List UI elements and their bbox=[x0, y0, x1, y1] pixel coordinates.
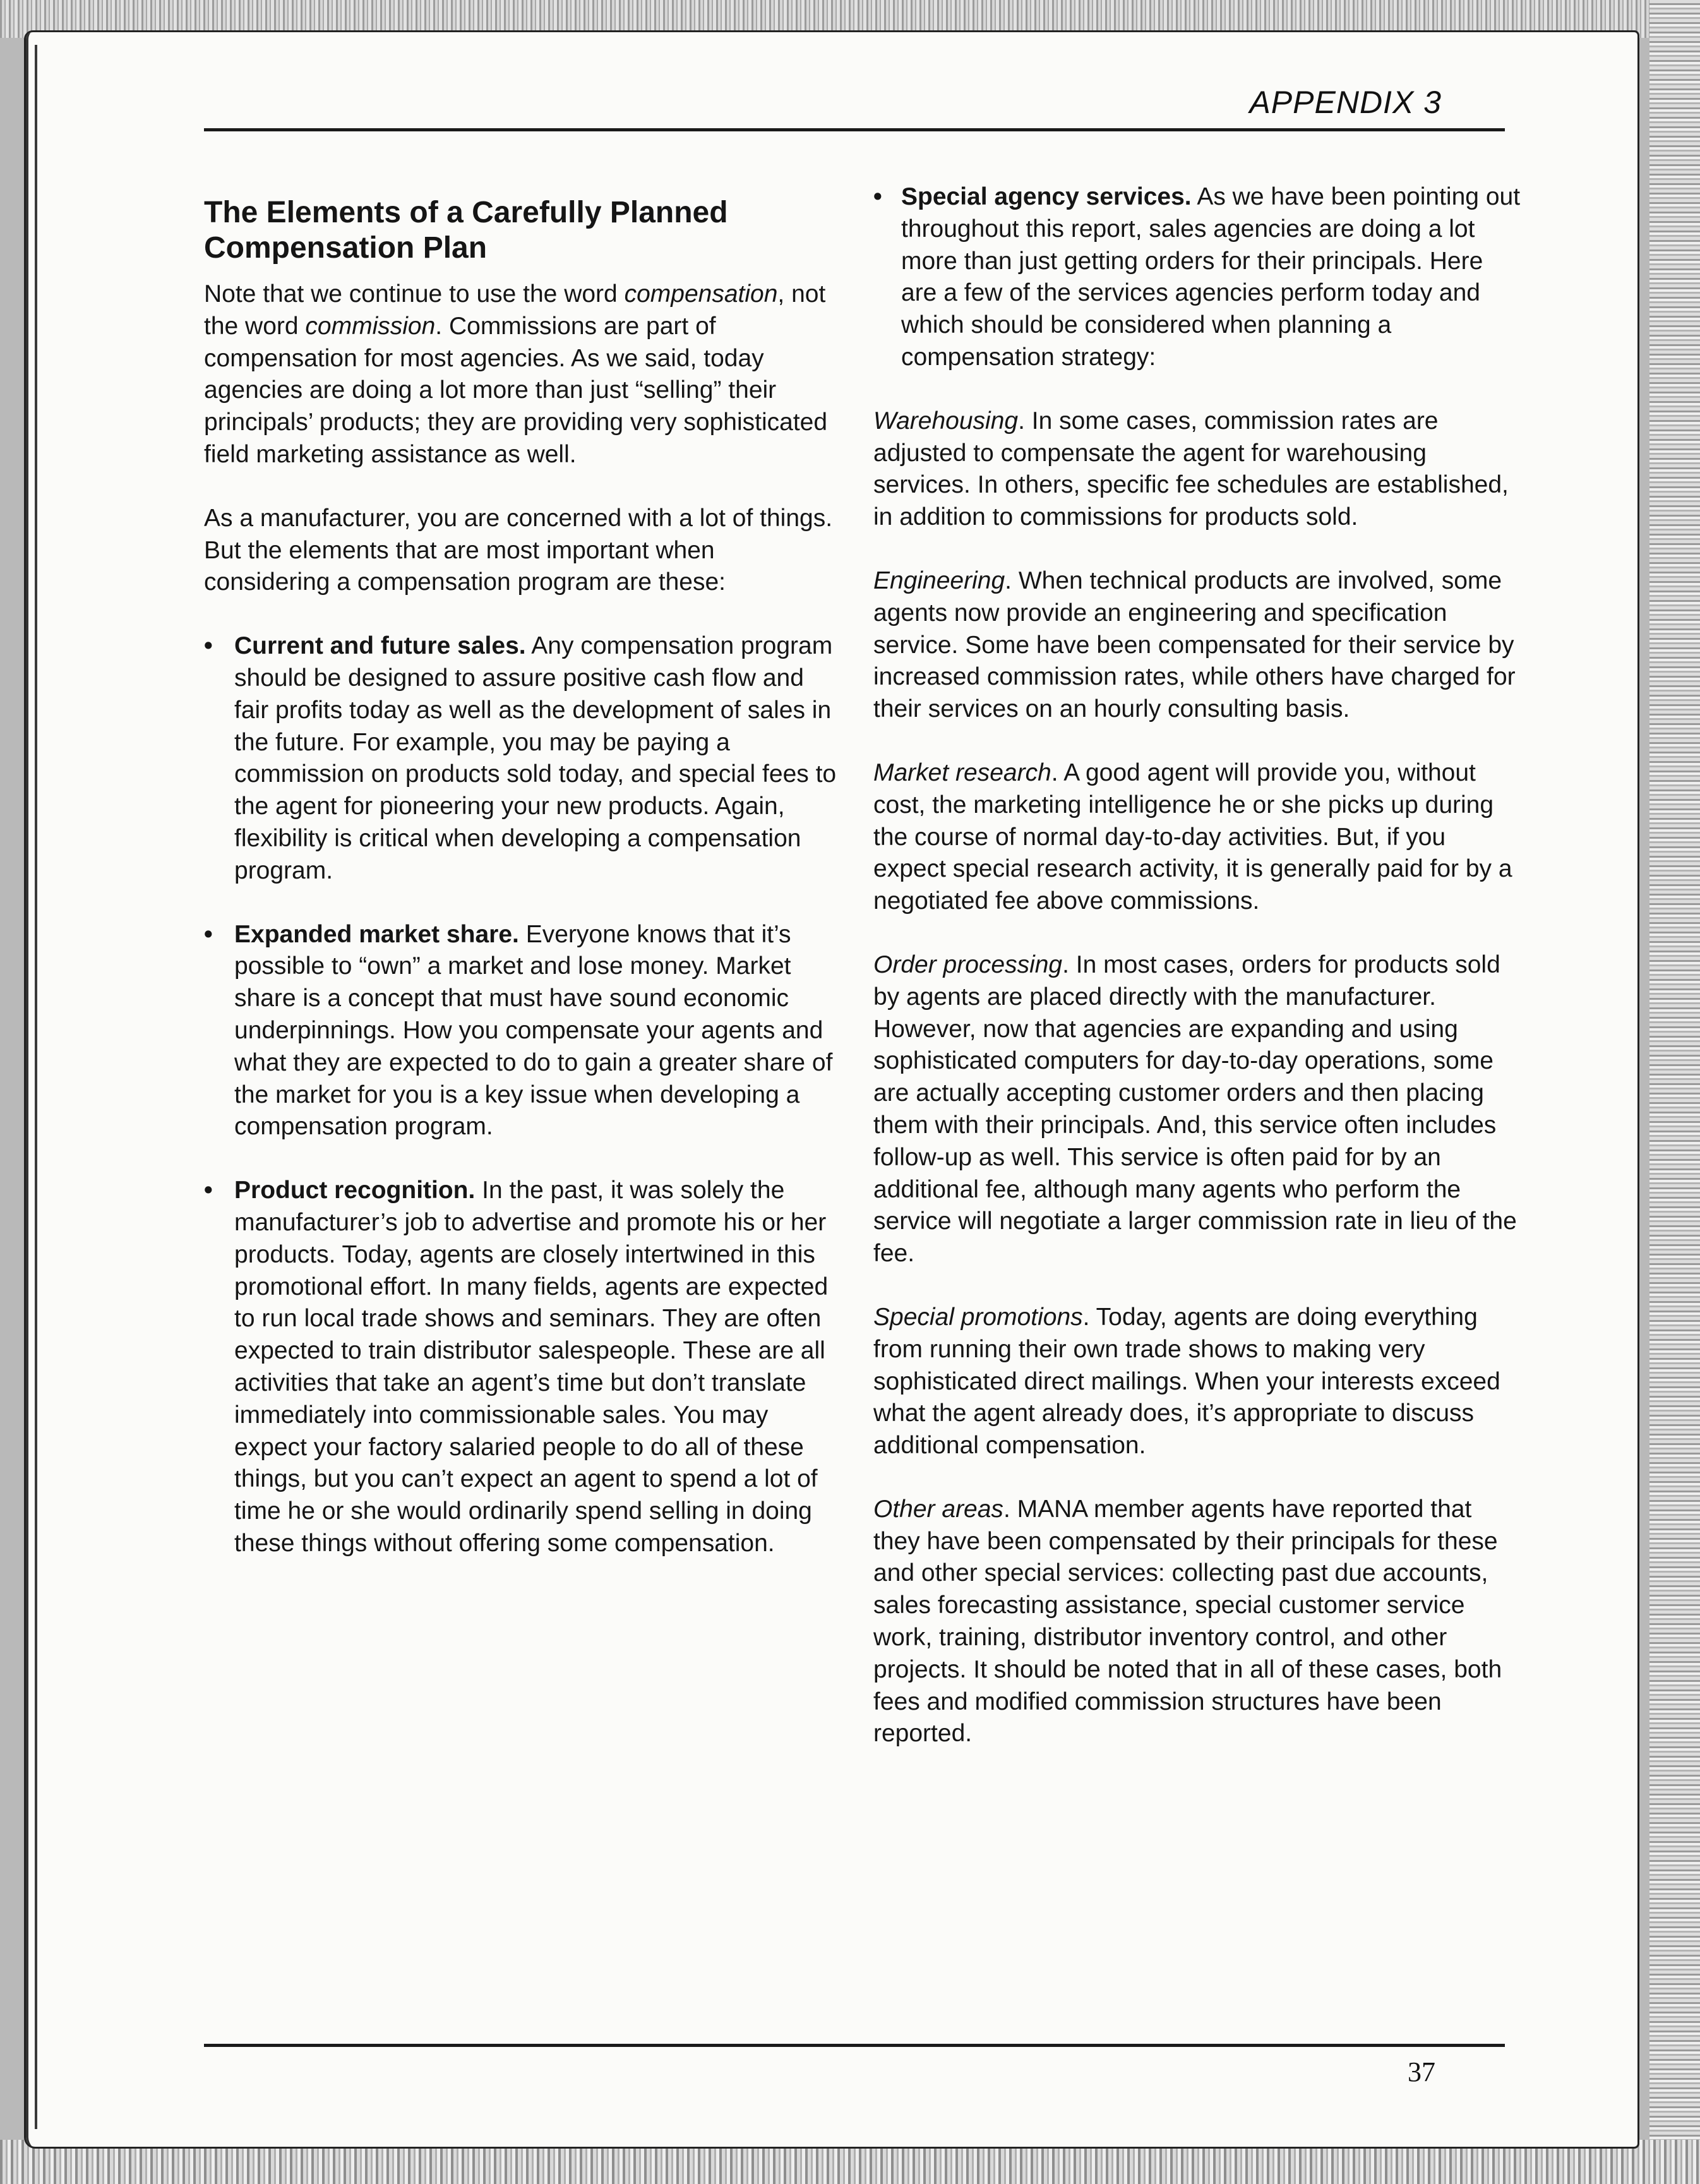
bullet-current-future-sales bbox=[204, 630, 842, 887]
bullet-lead: Current and future sales. bbox=[234, 632, 526, 660]
header-rule bbox=[204, 128, 1505, 131]
intro-paragraph-1: Note that we continue to use the word compensation, not the word commission. Commissions are part of compensation for most agencies. As we said, today agencies are doing a lot more than just “selling” their principals’ products; they are providing very sophisticated field marketing assistance as well. bbox=[204, 280, 828, 468]
service-special-promotions: Special promotions. Today, agents are doing everything from running their own trade shows to making very sophisticated direct mailings. When your interests exceed what the agent already does, it’s appropriate to discuss additional compensation. bbox=[873, 1303, 1500, 1460]
service-term: Special promotions bbox=[873, 1303, 1083, 1331]
intro-paragraph-2: As a manufacturer, you are concerned with a lot of things. But the elements that are most important when considering a compensation program are these: bbox=[204, 504, 833, 596]
bullet-dot: • bbox=[873, 183, 882, 210]
bullet-lead: Special agency services. bbox=[901, 183, 1192, 210]
bullet-expanded-market-share bbox=[204, 919, 842, 1144]
bullet-dot: • bbox=[204, 1177, 213, 1204]
service-term: Order processing bbox=[873, 951, 1063, 978]
service-term: Engineering bbox=[873, 567, 1005, 594]
service-order-processing: Order processing. In most cases, orders for products sold by agents are placed directly with the manufacturer. However, now that agencies are expanding and using sophisticated computers for day-to-day operations, some are actually accepting customer orders and then placing them with their principals. And, this service often includes follow-up as well. This service is often paid for by an additional fee, although many agents who perform the service will negotiate a larger commission rate in lieu of the fee. bbox=[873, 951, 1517, 1268]
bullet-lead: Product recognition. bbox=[234, 1177, 476, 1204]
footer-rule bbox=[204, 2044, 1505, 2047]
bullet-product-recognition bbox=[204, 1175, 842, 1560]
page-number: 37 bbox=[1408, 2056, 1435, 2087]
bullet-dot: • bbox=[204, 632, 213, 660]
bullet-special-agency-services bbox=[873, 181, 1524, 374]
service-term: Other areas bbox=[873, 1495, 1003, 1523]
bullet-dot: • bbox=[204, 920, 213, 948]
service-term: Warehousing bbox=[873, 407, 1019, 435]
binding-edge bbox=[35, 45, 37, 2129]
service-term: Market research bbox=[873, 759, 1051, 786]
bullet-lead: Expanded market share. bbox=[234, 920, 519, 948]
bullet-text: Any compensation program should be designed to assure positive cash flow and fair profits today as well as the development of sales in the future. For example, you may be paying a commission on products sold today, and special fees to the agent for pioneering your new products. Again, flexibility is critical when developing a compensation program. bbox=[234, 632, 837, 884]
right-column bbox=[873, 181, 1524, 1782]
bullet-text: In the past, it was solely the manufacturer’s job to advertise and promote his or her products. Today, agents are closely intertwined in this promotional effort. In many fields, agents are expected to run local trade shows and seminars. They are often expected to train distributor salespeople. These are all activities that take an agent’s time but don’t translate immediately into commissionable sales. You may expect your factory salaried people to do all of these things, but you can’t expect an agent to spend a lot of time he or she would ordinarily spend selling in doing these things without offering some compensation. bbox=[234, 1177, 829, 1557]
left-column bbox=[204, 181, 842, 1592]
appendix-header: APPENDIX 3 bbox=[1249, 85, 1442, 120]
bullet-text: As we have been pointing out throughout this report, sales agencies are doing a lot more than just getting orders for their principals. Here are a few of the services agencies perform today and which should be considered when planning a compensation strategy: bbox=[901, 183, 1521, 371]
emphasis-compensation: compensation bbox=[624, 280, 778, 308]
scan-border-right bbox=[1649, 0, 1700, 2184]
emphasis-commission: commission bbox=[305, 312, 436, 340]
section-title: The Elements of a Carefully Planned Compensation Plan bbox=[204, 196, 728, 265]
bullet-text: Everyone knows that it’s possible to “own” a market and lose money. Market share is a concept that must have sound economic underpinnings. How you compensate your agents and what they are expected to do to gain a greater share of the market for you is a key issue when developing a compensation program. bbox=[234, 920, 833, 1141]
service-engineering: Engineering. When technical products are involved, some agents now provide an engineering and specification service. Some have been compensated for their service by increased commission rates, while others have charged for their services on an hourly consulting basis. bbox=[873, 567, 1516, 723]
service-other-areas: Other areas. MANA member agents have reported that they have been compensated by their principals for these and other special services: collecting past due accounts, sales forecasting assistance, special customer service work, training, distributor inventory control, and other projects. It should be noted that in all of these cases, both fees and modified commission structures have been reported. bbox=[873, 1495, 1502, 1748]
service-market-research: Market research. A good agent will provide you, without cost, the marketing intelligence he or she picks up during the course of normal day-to-day activities. But, if you expect special research activity, it is generally paid for by a negotiated fee above commissions. bbox=[873, 759, 1512, 915]
service-warehousing: Warehousing. In some cases, commission rates are adjusted to compensate the agent for warehousing services. In others, specific fee schedules are established, in addition to commissions for products sold. bbox=[873, 407, 1509, 531]
document-page bbox=[24, 30, 1639, 2149]
